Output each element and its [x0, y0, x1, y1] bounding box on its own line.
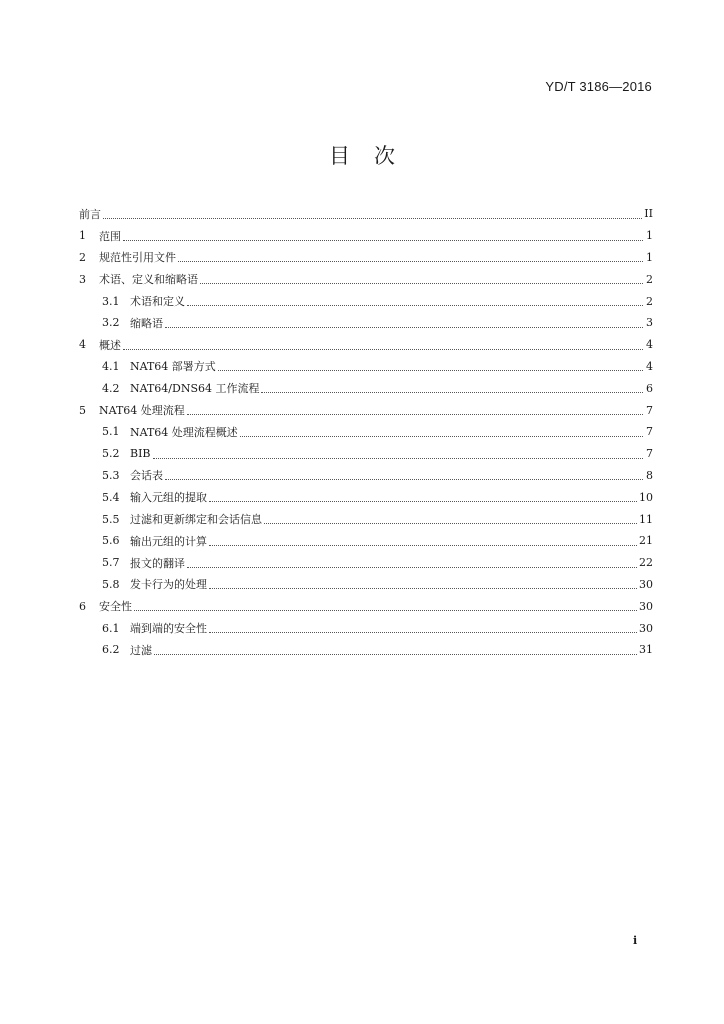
toc-entry: [79, 639, 653, 661]
toc-entry-number: 3.1: [102, 294, 120, 308]
toc-entry-label: 会话表: [130, 469, 163, 483]
toc-entry-label: 报文的翻译: [130, 556, 185, 570]
toc-entry-page: 4: [646, 338, 653, 352]
table-of-contents: [79, 203, 653, 661]
toc-entry-page: 7: [646, 403, 653, 417]
toc-entry-label: BIB: [130, 447, 151, 461]
toc-entry: [79, 617, 653, 639]
toc-entry-label: 前言: [79, 207, 101, 221]
toc-entry-page: 30: [639, 599, 653, 613]
toc-entry-page: 7: [646, 447, 653, 461]
toc-dot-leader: [209, 587, 637, 589]
toc-entry-page: 1: [646, 250, 653, 264]
toc-entry-label: 安全性: [99, 600, 132, 614]
toc-entry-number: 5.7: [102, 556, 120, 570]
toc-entry-page: 2: [646, 272, 653, 286]
toc-entry: [79, 595, 653, 617]
toc-entry: [79, 421, 653, 443]
toc-entry: [79, 486, 653, 508]
toc-entry-label: NAT64 部署方式: [130, 360, 216, 374]
toc-entry: [79, 203, 653, 225]
toc-entry: [79, 443, 653, 465]
toc-dot-leader: [261, 391, 643, 393]
toc-dot-leader: [209, 500, 637, 502]
toc-dot-leader: [200, 282, 643, 284]
toc-entry-page: 3: [646, 316, 653, 330]
toc-entry-number: 5.2: [102, 447, 120, 461]
toc-entry-page: 4: [646, 359, 653, 373]
toc-entry-label: 术语和定义: [130, 295, 185, 309]
toc-entry-label: NAT64 处理流程概述: [130, 425, 238, 439]
page-number: i: [633, 934, 638, 947]
toc-entry-label: 范围: [99, 229, 121, 243]
toc-entry-page: II: [644, 207, 653, 221]
toc-entry-label: 缩略语: [130, 316, 163, 330]
toc-entry-label: 过滤: [130, 643, 152, 657]
toc-entry-number: 3: [79, 272, 86, 286]
toc-entry-number: 5.4: [102, 490, 120, 504]
toc-dot-leader: [165, 326, 643, 328]
toc-entry: [79, 399, 653, 421]
toc-entry: [79, 356, 653, 378]
toc-dot-leader: [178, 260, 643, 262]
toc-dot-leader: [187, 413, 643, 415]
toc-entry: [79, 290, 653, 312]
toc-dot-leader: [240, 435, 643, 437]
toc-entry-number: 5: [79, 403, 86, 417]
toc-entry: [79, 377, 653, 399]
toc-entry-page: 30: [639, 577, 653, 591]
toc-dot-leader: [153, 457, 643, 459]
toc-dot-leader: [103, 217, 642, 219]
toc-entry-label: NAT64/DNS64 工作流程: [130, 382, 260, 396]
toc-entry-label: 过滤和更新绑定和会话信息: [130, 513, 262, 527]
toc-entry: [79, 574, 653, 596]
toc-dot-leader: [264, 522, 637, 524]
toc-dot-leader: [209, 544, 637, 546]
toc-entry: [79, 225, 653, 247]
toc-dot-leader: [187, 566, 637, 568]
toc-entry-page: 30: [639, 621, 653, 635]
toc-entry-number: 4: [79, 338, 86, 352]
page-title: 目次: [329, 144, 419, 168]
toc-entry: [79, 312, 653, 334]
toc-dot-leader: [218, 369, 643, 371]
toc-entry-page: 22: [639, 556, 653, 570]
toc-entry-page: 8: [646, 468, 653, 482]
toc-entry-page: 11: [639, 512, 653, 526]
toc-dot-leader: [123, 348, 643, 350]
toc-entry-number: 4.1: [102, 359, 120, 373]
toc-entry-label: 术语、定义和缩略语: [99, 273, 198, 287]
standard-code: YD/T 3186—2016: [545, 79, 652, 94]
toc-entry-number: 2: [79, 250, 86, 264]
toc-entry-label: NAT64 处理流程: [99, 404, 185, 418]
toc-entry: [79, 334, 653, 356]
toc-entry-page: 1: [646, 229, 653, 243]
toc-entry: [79, 247, 653, 269]
toc-entry-page: 6: [646, 381, 653, 395]
toc-entry-page: 31: [639, 643, 653, 657]
toc-entry-label: 端到端的安全性: [130, 622, 207, 636]
toc-entry-label: 发卡行为的处理: [130, 578, 207, 592]
toc-entry-number: 4.2: [102, 381, 120, 395]
toc-entry-page: 10: [639, 490, 653, 504]
toc-entry-number: 3.2: [102, 316, 120, 330]
toc-entry-number: 5.6: [102, 534, 120, 548]
toc-entry-label: 规范性引用文件: [99, 251, 176, 265]
toc-entry-number: 5.3: [102, 468, 120, 482]
toc-entry-label: 输出元组的计算: [130, 534, 207, 548]
toc-entry-number: 5.8: [102, 577, 120, 591]
toc-entry-number: 5.1: [102, 425, 120, 439]
toc-entry: [79, 530, 653, 552]
toc-entry-page: 7: [646, 425, 653, 439]
toc-entry-page: 2: [646, 294, 653, 308]
toc-dot-leader: [154, 653, 637, 655]
toc-entry-number: 6.2: [102, 643, 120, 657]
toc-entry: [79, 268, 653, 290]
toc-entry: [79, 465, 653, 487]
toc-dot-leader: [134, 609, 637, 611]
toc-dot-leader: [209, 631, 637, 633]
toc-entry: [79, 508, 653, 530]
toc-entry-label: 输入元组的提取: [130, 491, 207, 505]
toc-dot-leader: [187, 304, 643, 306]
toc-entry: [79, 552, 653, 574]
toc-entry-page: 21: [639, 534, 653, 548]
toc-entry-number: 1: [79, 229, 86, 243]
toc-entry-number: 6.1: [102, 621, 120, 635]
toc-entry-label: 概述: [99, 338, 121, 352]
toc-dot-leader: [123, 239, 643, 241]
toc-entry-number: 6: [79, 599, 86, 613]
toc-dot-leader: [165, 478, 643, 480]
toc-entry-number: 5.5: [102, 512, 120, 526]
